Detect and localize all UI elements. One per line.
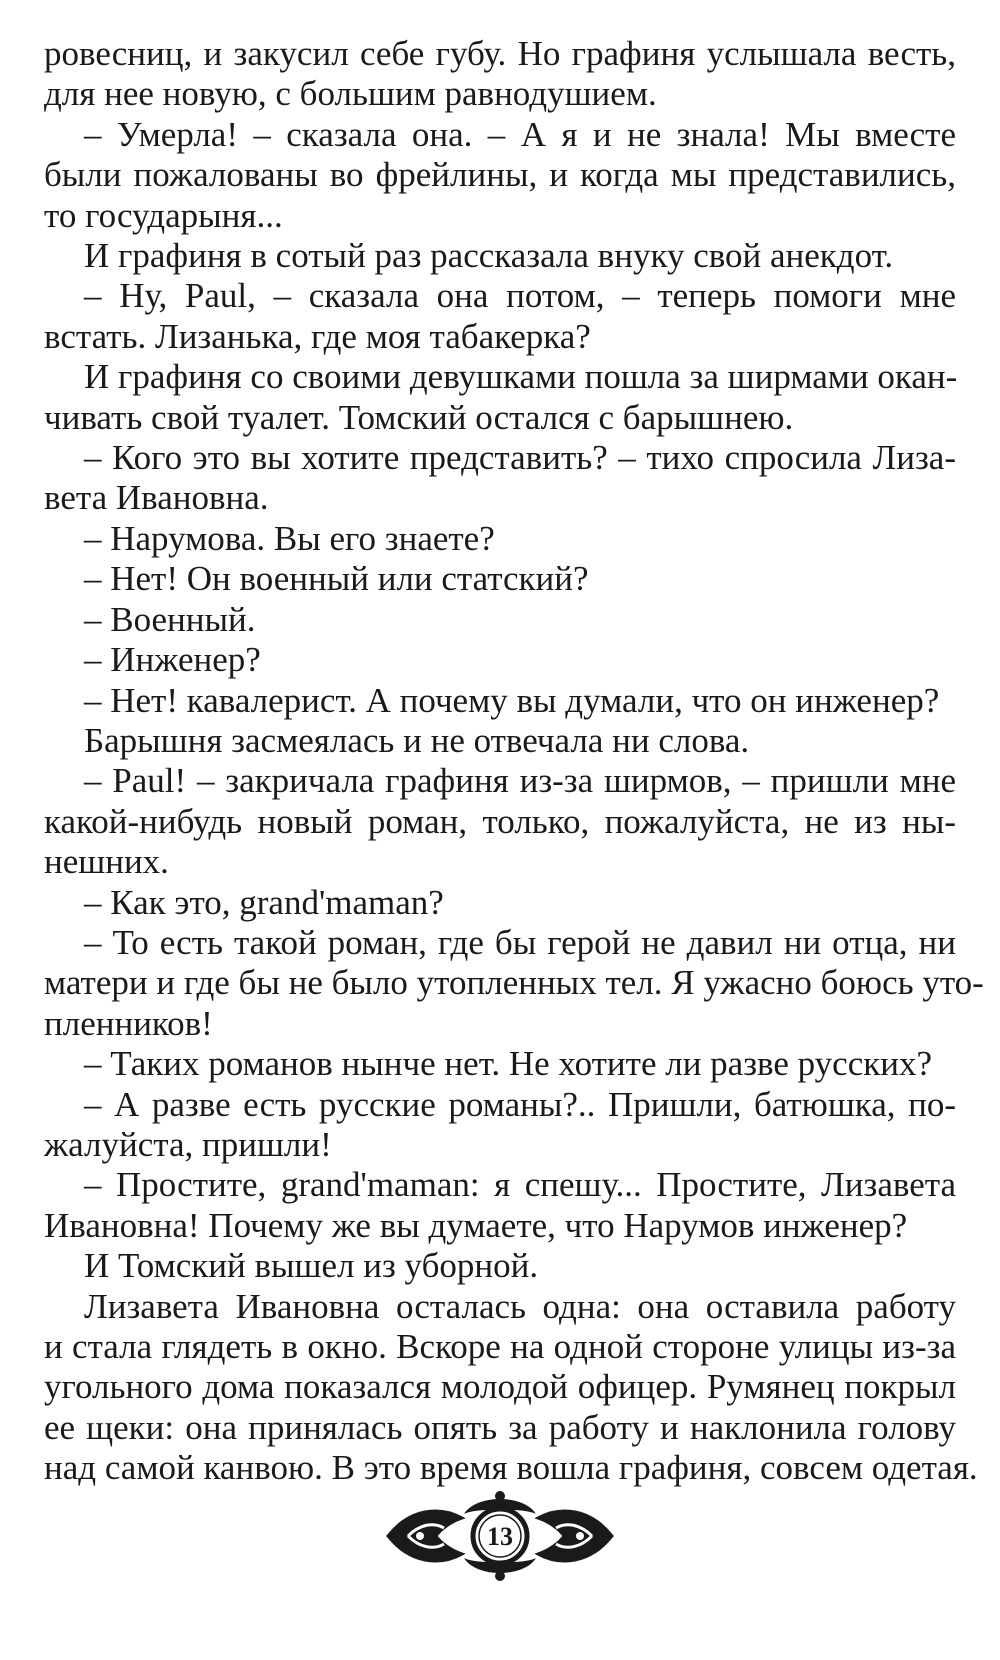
text-line: – Нет! Он военный или статский? bbox=[84, 559, 589, 599]
text-line: И Томский вышел из уборной. bbox=[84, 1246, 539, 1286]
text-line: были пожалованы во фрейлины, и когда мы представились, bbox=[44, 155, 956, 195]
paragraph bbox=[44, 681, 956, 721]
text-line: угольного дома показался молодой офицер. Румянец покрыл bbox=[44, 1367, 956, 1407]
text-line: какой-нибудь новый роман, только, пожалуйста, не из ны- bbox=[44, 801, 956, 841]
paragraph bbox=[44, 559, 956, 599]
text-line: ровесниц, и закусил себе губу. Но графиня услышала весть, bbox=[44, 34, 956, 73]
text-line: нешних. bbox=[44, 842, 169, 882]
text-line: и стала глядеть в окно. Вскоре на одной стороне улицы из-за bbox=[44, 1327, 956, 1366]
text-line: – Кого это вы хотите представить? – тихо спросила Лиза- bbox=[84, 438, 956, 478]
text-line: – Умерла! – сказала она. – А я и не знала! Мы вместе bbox=[84, 114, 956, 154]
paragraph bbox=[44, 883, 956, 923]
text-line: Барышня засмеялась и не отвечала ни слова. bbox=[84, 720, 750, 760]
text-line: – А разве есть русские романы?.. Пришли, батюшка, по- bbox=[84, 1084, 956, 1124]
paragraph bbox=[44, 236, 956, 276]
text-line: – Инженер? bbox=[84, 640, 261, 680]
text-line: – Таких романов нынче нет. Не хотите ли разве русских? bbox=[84, 1044, 933, 1084]
text-line: – Нарумова. Вы его знаете? bbox=[84, 518, 495, 558]
text-line: И графиня в сотый раз рассказала внуку свой анекдот. bbox=[84, 236, 894, 276]
paragraph bbox=[44, 438, 956, 519]
ornament-right-flourish bbox=[538, 1511, 612, 1561]
paragraph bbox=[44, 276, 956, 357]
paragraph bbox=[44, 34, 956, 115]
text-line: над самой канвою. В это время вошла графиня, совсем одетая. bbox=[44, 1448, 978, 1488]
paragraph bbox=[44, 115, 956, 236]
text-line: – Как это, grand'maman? bbox=[84, 882, 444, 922]
paragraph bbox=[44, 922, 984, 1044]
text-line: Лизавета Ивановна осталась одна: она оставила работу bbox=[84, 1286, 956, 1326]
page-number-ornament bbox=[380, 1488, 620, 1584]
page-body-text bbox=[44, 34, 984, 1489]
paragraph bbox=[44, 1165, 956, 1246]
text-line: ее щеки: она принялась опять за работу и наклонила голову bbox=[44, 1407, 956, 1447]
paragraph bbox=[44, 1044, 956, 1084]
text-line: чивать свой туалет. Томский остался с барышнею. bbox=[44, 397, 794, 437]
text-line: для нее новую, с большим равнодушием. bbox=[44, 74, 657, 114]
text-line: – То есть такой роман, где бы герой не давил ни отца, ни bbox=[84, 922, 956, 962]
text-line: – Нет! кавалерист. А почему вы думали, что он инженер? bbox=[84, 680, 940, 720]
text-line: жалуйста, пришли! bbox=[44, 1124, 332, 1164]
text-line: вета Ивановна. bbox=[44, 478, 269, 518]
paragraph bbox=[44, 1246, 956, 1286]
paragraph bbox=[44, 357, 956, 438]
paragraph bbox=[44, 1085, 956, 1166]
text-line: – Простите, grand'maman: я спешу... Простите, Лизавета bbox=[84, 1165, 956, 1205]
text-line: то государыня... bbox=[44, 195, 283, 235]
text-line: – Paul! – закричала графиня из-за ширмов, – пришли мне bbox=[84, 761, 956, 801]
paragraph bbox=[44, 600, 956, 640]
text-line: И графиня со своими девушками пошла за ширмами окан- bbox=[84, 357, 958, 397]
text-line: – Военный. bbox=[84, 599, 256, 639]
paragraph bbox=[44, 519, 956, 559]
text-line: Ивановна! Почему же вы думаете, что Нарумов инженер? bbox=[44, 1205, 908, 1245]
text-line: пленников! bbox=[44, 1003, 213, 1043]
paragraph bbox=[44, 721, 956, 761]
paragraph bbox=[44, 1286, 978, 1489]
ornament-left-flourish bbox=[388, 1511, 462, 1561]
text-line: встать. Лизанька, где моя табакерка? bbox=[44, 316, 591, 356]
page-number: 13 bbox=[487, 1522, 513, 1551]
text-line: матери и где бы не было утопленных тел. Я ужасно боюсь уто- bbox=[44, 963, 984, 1003]
paragraph bbox=[44, 640, 956, 680]
paragraph bbox=[44, 761, 956, 882]
text-line: – Ну, Paul, – сказала она потом, – теперь помоги мне bbox=[84, 276, 956, 316]
